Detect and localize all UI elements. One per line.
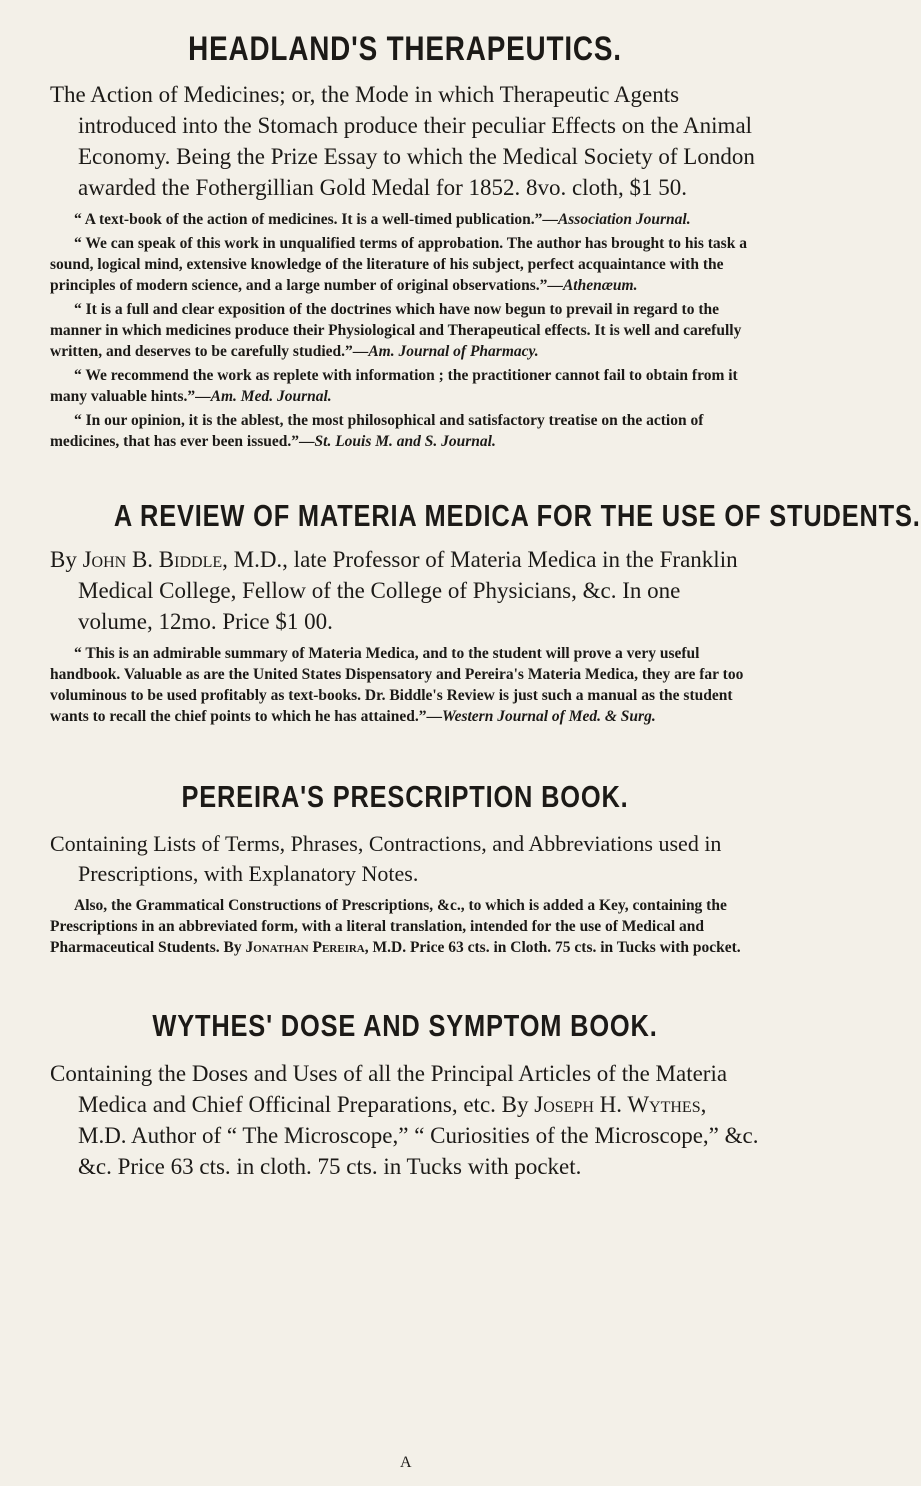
headland-therapeutics-heading: HEADLAND'S THERAPEUTICS. — [188, 30, 622, 68]
pereira-prescription-book-heading: PEREIRA'S PRESCRIPTION BOOK. — [181, 779, 629, 814]
review-st-louis-journal: “ In our opinion, it is the ablest, the most philosophical and satisfactory treatise on the action of medicines, that has ever been issued.”—St. Louis M. and S. Journal. — [50, 412, 704, 450]
author-name: Joseph H. Wythes — [534, 1092, 701, 1117]
author-name: John B. Biddle — [82, 547, 223, 572]
review-am-med-journal: “ We recommend the work as replete with information ; the practitioner cannot fail to obtain from it many valuable hints.”—Am. Med. Journal. — [50, 367, 738, 405]
headland-therapeutics-description: The Action of Medicines; or, the Mode in which Therapeutic Agents introduced into the Stomach produce their peculiar Effects on the Animal Economy. Being the Prize Essay to which the Medical Society of London awarded the Fothergillian Gold Medal for 1852. 8vo. cloth, $1 50. — [50, 82, 755, 200]
review-am-journal-pharmacy: “ It is a full and clear exposition of the doctrines which have now begun to prevail in regard to the manner in which medicines produce their Physiological and Therapeutical effects. It is well and carefully written, and deserves to be carefully studied.”—Am. Journal of Pharmacy. — [50, 301, 742, 360]
review-association-journal: “ A text-book of the action of medicines. It is a well-timed publication.”—Association Journal. — [74, 211, 691, 228]
review-materia-medica-heading: A REVIEW OF MATERIA MEDICA FOR THE USE OF STUDENTS. — [113, 498, 921, 533]
wythes-dose-book-description: Containing the Doses and Uses of all the Principal Articles of the Materia Medica and Chief Officinal Preparations, etc. By Joseph H. Wythes, M.D. Author of “ The Microscope,” “ Curiosities of the Microscope,” &c. &c. Price 63 cts. in cloth. 75 cts. in Tucks with pocket. — [50, 1061, 759, 1179]
wythes-dose-book-heading: WYTHES' DOSE AND SYMPTOM BOOK. — [152, 1008, 658, 1043]
pereira-prescription-book-description: Containing Lists of Terms, Phrases, Contractions, and Abbreviations used in Prescriptions, with Explanatory Notes. — [50, 831, 722, 886]
review-athenaeum: “ We can speak of this work in unqualified terms of approbation. The author has brought to his task a sound, logical mind, extensive knowledge of the literature of his subject, perfect acquaintance with the principles of modern science, and a large number of original observations.”—Athenæum. — [50, 235, 747, 294]
author-name: Jonathan Pereira — [245, 939, 365, 956]
signature-mark: A — [400, 1454, 412, 1471]
review-materia-medica-description: By John B. Biddle, M.D., late Professor of Materia Medica in the Franklin Medical College, Fellow of the College of Physicians, &c. In one volume, 12mo. Price $1 00. — [50, 547, 738, 634]
review-western-journal: “ This is an admirable summary of Materia Medica, and to the student will prove a very useful handbook. Valuable as are the United States Dispensatory and Pereira's Materia Medica, they are far too voluminous to be used profitably as text-books. Dr. Biddle's Review is just such a manual as the student wants to recall the chief points to which he has attained.”—Western Journal of Med. & Surg. — [50, 645, 744, 725]
pereira-prescription-book-body: Also, the Grammatical Constructions of Prescriptions, &c., to which is added a Key, containing the Prescriptions in an abbreviated form, with a literal translation, intended for the use of Medical and Pharmaceutical Students. By Jonathan Pereira, M.D. Price 63 cts. in Cloth. 75 cts. in Tucks with pocket. — [50, 897, 741, 956]
